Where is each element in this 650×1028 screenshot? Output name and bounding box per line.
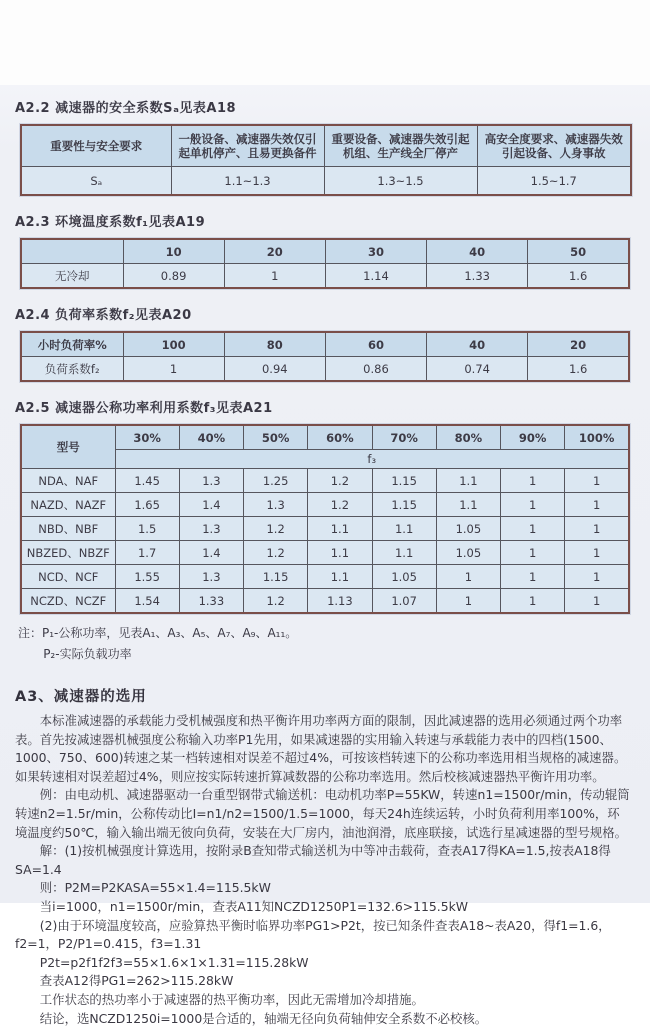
table-cell: 40 bbox=[427, 239, 528, 264]
table-cell: NBZED、NBZF bbox=[21, 541, 115, 565]
table-cell: 1.1 bbox=[436, 469, 500, 493]
table-cell: 1.1~1.3 bbox=[171, 167, 324, 196]
table-cell: 1.3 bbox=[179, 469, 243, 493]
table-cell: 1 bbox=[501, 493, 565, 517]
section-a23-heading: A2.3 环境温度系数f₁见表A19 bbox=[15, 211, 630, 230]
section-a25-heading: A2.5 减速器公称功率利用系数f₃见表A21 bbox=[15, 397, 630, 416]
scanned-document bbox=[0, 85, 650, 903]
table-cell: 1.07 bbox=[372, 589, 436, 614]
table-cell: 1.54 bbox=[115, 589, 179, 614]
table-cell: 20 bbox=[224, 239, 325, 264]
table-cell: 1.3~1.5 bbox=[324, 167, 477, 196]
table-cell: 1.25 bbox=[244, 469, 308, 493]
table-a20 bbox=[20, 331, 630, 382]
table-cell: 50 bbox=[528, 239, 629, 264]
table-cell: 1.13 bbox=[308, 589, 372, 614]
table-cell: 1 bbox=[501, 517, 565, 541]
table-cell: 1.3 bbox=[244, 493, 308, 517]
table-cell: NCD、NCF bbox=[21, 565, 115, 589]
table-cell: 1.15 bbox=[372, 469, 436, 493]
table-cell: 1 bbox=[436, 589, 500, 614]
table-a18 bbox=[20, 124, 632, 196]
table-cell: 1.45 bbox=[115, 469, 179, 493]
table-cell: 型号 bbox=[21, 425, 115, 469]
table-header-row bbox=[21, 239, 629, 264]
table-a21 bbox=[20, 424, 630, 614]
table-cell: 1.3 bbox=[179, 517, 243, 541]
paragraph: 本标准减速器的承载能力受机械强度和热平衡许用功率两方面的限制，因此减速器的选用必须通过两个功率表。首先按减速器机械强度公称输入功率P1先用，如果减速器的实用输入转速与承载能力表中的四档(1500、1000、750、600)转速之某一档转速相对误差不超过4%，可按该档转速下的公称功率选用相当规格的减速器。如果转速相对误差超过4%，则应按实际转速折算减数器的公称功率选用。然后校核减速器热平衡许用功率。 bbox=[15, 712, 631, 786]
table-cell: 1.05 bbox=[436, 541, 500, 565]
table-cell: 0.86 bbox=[325, 357, 426, 382]
table-row bbox=[21, 167, 631, 196]
table-row bbox=[21, 493, 629, 517]
table-cell: NCZD、NCZF bbox=[21, 589, 115, 614]
table-cell: 一般设备、减速器失效仅引起单机停产、且易更换备件 bbox=[171, 125, 324, 167]
paragraph: 则：P2M=P2KASA=55×1.4=115.5kW bbox=[15, 879, 631, 898]
table-cell: 1.3 bbox=[179, 565, 243, 589]
table-cell: 1.2 bbox=[244, 517, 308, 541]
table-cell: 1 bbox=[501, 565, 565, 589]
table-row bbox=[21, 264, 629, 289]
paragraph: 查表A12得PG1=262>115.28kW bbox=[15, 972, 631, 991]
paragraph: 例：由电动机、减速器驱动一台重型钢带式输送机：电动机功率P=55KW，转速n1=1500r/min，传动辊筒转速n2=1.5r/min，公称传动比I=n1/n2=1500/1.5=1000，每天24h连续运转，小时负荷利用率100%，环境温度约50℃，输入输出端无彼向负荷，安装在大厂房内，油池润滑，底座联接，试选行星减速器的型号规格。 bbox=[15, 786, 631, 842]
paragraph: (2)由于环境温度较高，应验算热平衡时临界功率PG1>P2t，按已知条件查表A18~表A20，得f1=1.6，f2=1，P2/P1=0.415，f3=1.31 bbox=[15, 917, 631, 954]
table-cell: 1.5 bbox=[115, 517, 179, 541]
table-cell: 1.7 bbox=[115, 541, 179, 565]
table-cell: 1.15 bbox=[244, 565, 308, 589]
paragraph: 工作状态的热功率小于减速器的热平衡功率，因此无需增加冷却措施。 bbox=[15, 991, 631, 1010]
table-cell: 1.2 bbox=[244, 541, 308, 565]
table-cell: 1 bbox=[565, 517, 629, 541]
table-cell: 重要性与安全要求 bbox=[21, 125, 171, 167]
table-cell: 1 bbox=[565, 469, 629, 493]
paragraph: 解：(1)按机械强度计算选用，按附录B查知带式输送机为中等冲击载荷，查表A17得KA=1.5,按表A18得SA=1.4 bbox=[15, 842, 631, 879]
table-row bbox=[21, 589, 629, 614]
section-a24-heading: A2.4 负荷率系数f₂见表A20 bbox=[15, 304, 630, 323]
table-a19 bbox=[20, 238, 630, 289]
table-cell: 1.4 bbox=[179, 541, 243, 565]
table-cell: 80% bbox=[436, 425, 500, 450]
table-cell: 40% bbox=[179, 425, 243, 450]
page-top-margin bbox=[0, 0, 650, 85]
table-cell: 负荷系数f₂ bbox=[21, 357, 123, 382]
table-cell: 1 bbox=[565, 541, 629, 565]
table-cell: NBD、NBF bbox=[21, 517, 115, 541]
table-cell: 1 bbox=[123, 357, 224, 382]
table-cell: 0.94 bbox=[224, 357, 325, 382]
table-cell: f₃ bbox=[115, 450, 629, 469]
table-cell: NDA、NAF bbox=[21, 469, 115, 493]
table-cell: 1.14 bbox=[325, 264, 426, 289]
table-row bbox=[21, 541, 629, 565]
table-cell: 60% bbox=[308, 425, 372, 450]
table-cell: 100 bbox=[123, 332, 224, 357]
table-cell: 1.2 bbox=[308, 493, 372, 517]
table-cell: 1.65 bbox=[115, 493, 179, 517]
section-a3-heading: A3、减速器的选用 bbox=[15, 685, 630, 706]
table-cell: 100% bbox=[565, 425, 629, 450]
table-cell: 1.33 bbox=[179, 589, 243, 614]
table-cell: 1 bbox=[565, 565, 629, 589]
table-cell: 80 bbox=[224, 332, 325, 357]
table-row bbox=[21, 357, 629, 382]
table-cell: 1 bbox=[565, 493, 629, 517]
paragraph: 结论，选NCZD1250i=1000是合适的，轴端无径向负荷轴伸安全系数不必校核。 bbox=[15, 1010, 631, 1028]
table-cell: 50% bbox=[244, 425, 308, 450]
note-line: 注：P₁-公称功率，见表A₁、A₃、A₅、A₇、A₉、A₁₁。 bbox=[18, 623, 630, 644]
table-cell: 10 bbox=[123, 239, 224, 264]
paragraph: 当i=1000，n1=1500r/min，查表A11知NCZD1250P1=132.6>115.5kW bbox=[15, 898, 631, 917]
table-cell: 40 bbox=[427, 332, 528, 357]
table-cell: 1.4 bbox=[179, 493, 243, 517]
table-cell: 1.5~1.7 bbox=[477, 167, 631, 196]
table-header-row bbox=[21, 125, 631, 167]
table-cell: 1.6 bbox=[528, 264, 629, 289]
section-a22-heading: A2.2 减速器的安全系数Sₐ见表A18 bbox=[15, 97, 630, 116]
table-cell: 60 bbox=[325, 332, 426, 357]
table-cell: 1 bbox=[565, 589, 629, 614]
table-cell: 小时负荷率% bbox=[21, 332, 123, 357]
paragraph: P2t=p2f1f2f3=55×1.6×1×1.31=115.28kW bbox=[15, 954, 631, 973]
table-cell: 1.33 bbox=[427, 264, 528, 289]
table-row bbox=[21, 469, 629, 493]
table-cell: 1 bbox=[501, 469, 565, 493]
table-cell: 30 bbox=[325, 239, 426, 264]
table-cell: 30% bbox=[115, 425, 179, 450]
section-a3-body bbox=[15, 712, 631, 1028]
table-cell: 20 bbox=[528, 332, 629, 357]
table-cell: 无冷却 bbox=[21, 264, 123, 289]
table-cell: 0.74 bbox=[427, 357, 528, 382]
table-cell: 1 bbox=[436, 565, 500, 589]
table-cell bbox=[21, 239, 123, 264]
note-line: P₂-实际负载功率 bbox=[18, 644, 630, 665]
table-cell: 1.6 bbox=[528, 357, 629, 382]
table-header-row bbox=[21, 332, 629, 357]
table-cell: 1.05 bbox=[372, 565, 436, 589]
table-cell: 1.1 bbox=[372, 517, 436, 541]
table-cell: 1.1 bbox=[308, 541, 372, 565]
table-cell: NAZD、NAZF bbox=[21, 493, 115, 517]
table-cell: 90% bbox=[501, 425, 565, 450]
table-cell: 1.2 bbox=[244, 589, 308, 614]
table-cell: 重要设备、减速器失效引起机组、生产线全厂停产 bbox=[324, 125, 477, 167]
table-cell: 1.1 bbox=[436, 493, 500, 517]
table-cell: 1.55 bbox=[115, 565, 179, 589]
table-cell: 1.2 bbox=[308, 469, 372, 493]
table-cell: 1.15 bbox=[372, 493, 436, 517]
table-cell: 高安全度要求、减速器失效引起设备、人身事故 bbox=[477, 125, 631, 167]
table-cell: 1 bbox=[501, 541, 565, 565]
table-header-row bbox=[21, 425, 629, 450]
table-cell: 1.1 bbox=[308, 517, 372, 541]
table-cell: 70% bbox=[372, 425, 436, 450]
table-cell: 0.89 bbox=[123, 264, 224, 289]
table-row bbox=[21, 565, 629, 589]
table-row bbox=[21, 517, 629, 541]
table-cell: 1 bbox=[501, 589, 565, 614]
table-cell: 1 bbox=[224, 264, 325, 289]
table-cell: 1.05 bbox=[436, 517, 500, 541]
table-note bbox=[18, 623, 630, 665]
table-cell: Sₐ bbox=[21, 167, 171, 196]
table-cell: 1.1 bbox=[308, 565, 372, 589]
table-cell: 1.1 bbox=[372, 541, 436, 565]
